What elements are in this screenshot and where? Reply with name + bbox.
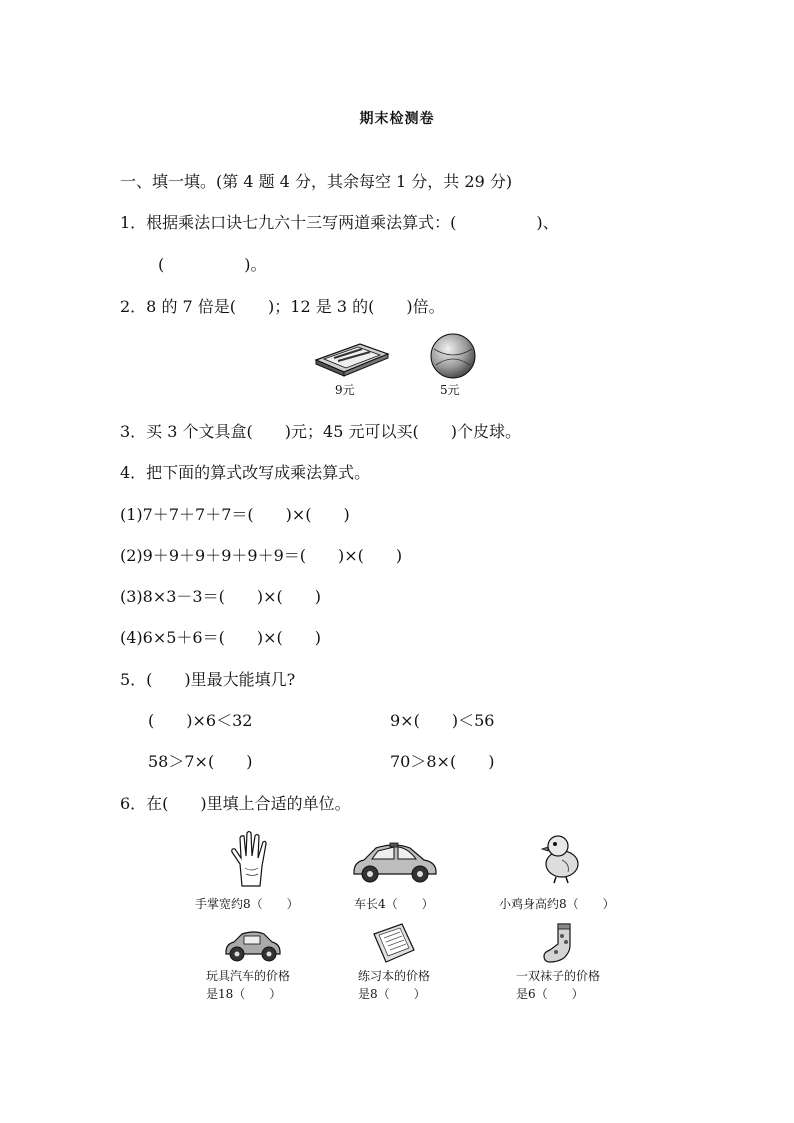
- question-1-line-2: ( )。: [158, 255, 267, 274]
- question-5-prompt: 5．( )里最大能填几?: [120, 670, 296, 689]
- question-6-prompt: 6．在( )里填上合适的单位。: [120, 794, 351, 813]
- caption-toy-car-line-2: 是18（ ）: [206, 987, 282, 1001]
- question-4-item-4: (4)6×5＋6＝( )×( ): [120, 628, 321, 647]
- hand-icon: [228, 830, 276, 888]
- toy-car-icon: [222, 928, 284, 964]
- question-2: 2．8 的 7 倍是( )；12 是 3 的( )倍。: [120, 297, 445, 316]
- question-4-prompt: 4．把下面的算式改写成乘法算式。: [120, 463, 371, 482]
- question-5-d: 70＞8×( ): [390, 752, 495, 771]
- chick-icon: [540, 832, 584, 884]
- ball-price: 5元: [440, 383, 460, 397]
- socks-icon: [540, 922, 582, 964]
- section-heading: 一、填一填。(第 4 题 4 分，其余每空 1 分，共 29 分): [120, 172, 513, 191]
- caption-exercise-book-line-1: 练习本的价格: [358, 969, 431, 983]
- caption-socks-line-1: 一双袜子的价格: [516, 969, 601, 983]
- question-4-item-3: (3)8×3－3＝( )×( ): [120, 587, 321, 606]
- ball-icon: [428, 331, 478, 381]
- caption-hand: 手掌宽约8（ ）: [195, 897, 299, 911]
- exercise-book-icon: [370, 922, 418, 964]
- question-1-line-1: 1．根据乘法口诀七九六十三写两道乘法算式：( )、: [120, 213, 559, 232]
- pencil-case-price: 9元: [335, 383, 355, 397]
- question-5-a: ( )×6＜32: [148, 711, 253, 730]
- pencil-case-icon: [312, 330, 390, 378]
- caption-exercise-book-line-2: 是8（ ）: [358, 987, 426, 1001]
- question-3: 3．买 3 个文具盒( )元；45 元可以买( )个皮球。: [120, 422, 521, 441]
- caption-socks-line-2: 是6（ ）: [516, 987, 584, 1001]
- caption-car: 车长4（ ）: [354, 897, 434, 911]
- question-4-item-1: (1)7＋7＋7＋7＝( )×( ): [120, 505, 350, 524]
- page-title: 期末检测卷: [359, 111, 435, 127]
- question-5-c: 58＞7×( ): [148, 752, 253, 771]
- caption-toy-car-line-1: 玩具汽车的价格: [206, 969, 291, 983]
- caption-chick: 小鸡身高约8（ ）: [499, 897, 615, 911]
- question-4-item-2: (2)9＋9＋9＋9＋9＋9＝( )×( ): [120, 546, 403, 565]
- car-icon: [350, 840, 440, 884]
- question-5-b: 9×( )＜56: [390, 711, 495, 730]
